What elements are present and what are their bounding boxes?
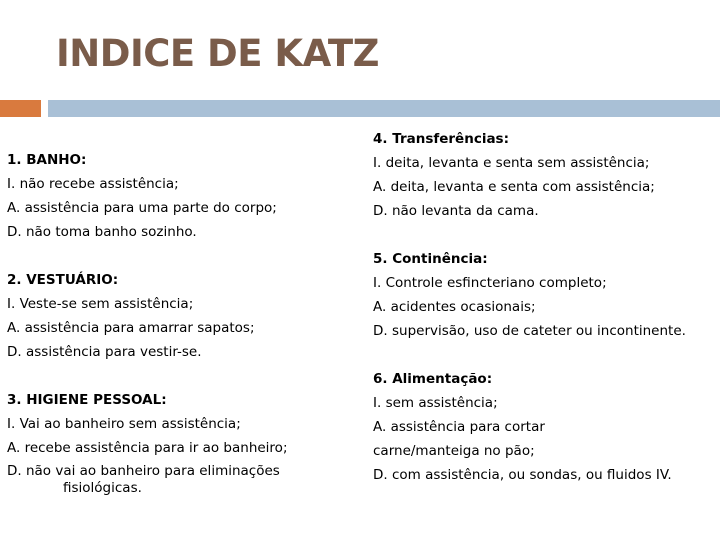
section-heading: 5. Continência: (373, 251, 488, 267)
section-higiene-pessoal (7, 388, 347, 497)
criterion-line: D. supervisão, uso de cateter ou incontinente. (373, 323, 686, 339)
section-transferencias (373, 127, 713, 223)
left-column (7, 148, 347, 497)
criterion-line: A. assistência para uma parte do corpo; (7, 200, 277, 216)
criterion-line: A. recebe assistência para ir ao banheiro; (7, 440, 288, 456)
section-heading: 2. VESTUÁRIO: (7, 272, 119, 288)
accent-bar-blue (48, 100, 720, 117)
criterion-line: D. não toma banho sozinho. (7, 224, 197, 240)
criterion-line: I. deita, levanta e senta sem assistência; (373, 155, 650, 171)
slide-title: INDICE DE KATZ (56, 32, 379, 75)
section-heading: 3. HIGIENE PESSOAL: (7, 392, 167, 408)
section-heading: 4. Transferências: (373, 131, 509, 147)
criterion-line: D. não vai ao banheiro para eliminações fisiológicas. (7, 463, 280, 496)
criterion-line: D. com assistência, ou sondas, ou fluidos IV. (373, 467, 672, 483)
criterion-line: A. acidentes ocasionais; (373, 299, 536, 315)
criterion-line: A. deita, levanta e senta com assistência; (373, 179, 655, 195)
criterion-line: I. Controle esfincteriano completo; (373, 275, 607, 291)
section-alimentacao (373, 367, 713, 487)
criterion-line: I. Veste-se sem assistência; (7, 296, 194, 312)
criterion-line: D. assistência para vestir-se. (7, 344, 202, 360)
accent-bar-orange (0, 100, 41, 117)
criterion-line: A. assistência para amarrar sapatos; (7, 320, 255, 336)
criterion-line: carne/manteiga no pão; (373, 443, 535, 459)
section-continencia (373, 247, 713, 343)
section-vestuario (7, 268, 347, 364)
criterion-line: I. Vai ao banheiro sem assistência; (7, 416, 241, 432)
section-heading: 1. BANHO: (7, 152, 87, 168)
right-column (373, 127, 713, 487)
section-heading: 6. Alimentação: (373, 371, 493, 387)
criterion-line: I. sem assistência; (373, 395, 498, 411)
section-banho (7, 148, 347, 244)
criterion-line: D. não levanta da cama. (373, 203, 539, 219)
criterion-line: I. não recebe assistência; (7, 176, 179, 192)
criterion-line: A. assistência para cortar (373, 419, 545, 435)
